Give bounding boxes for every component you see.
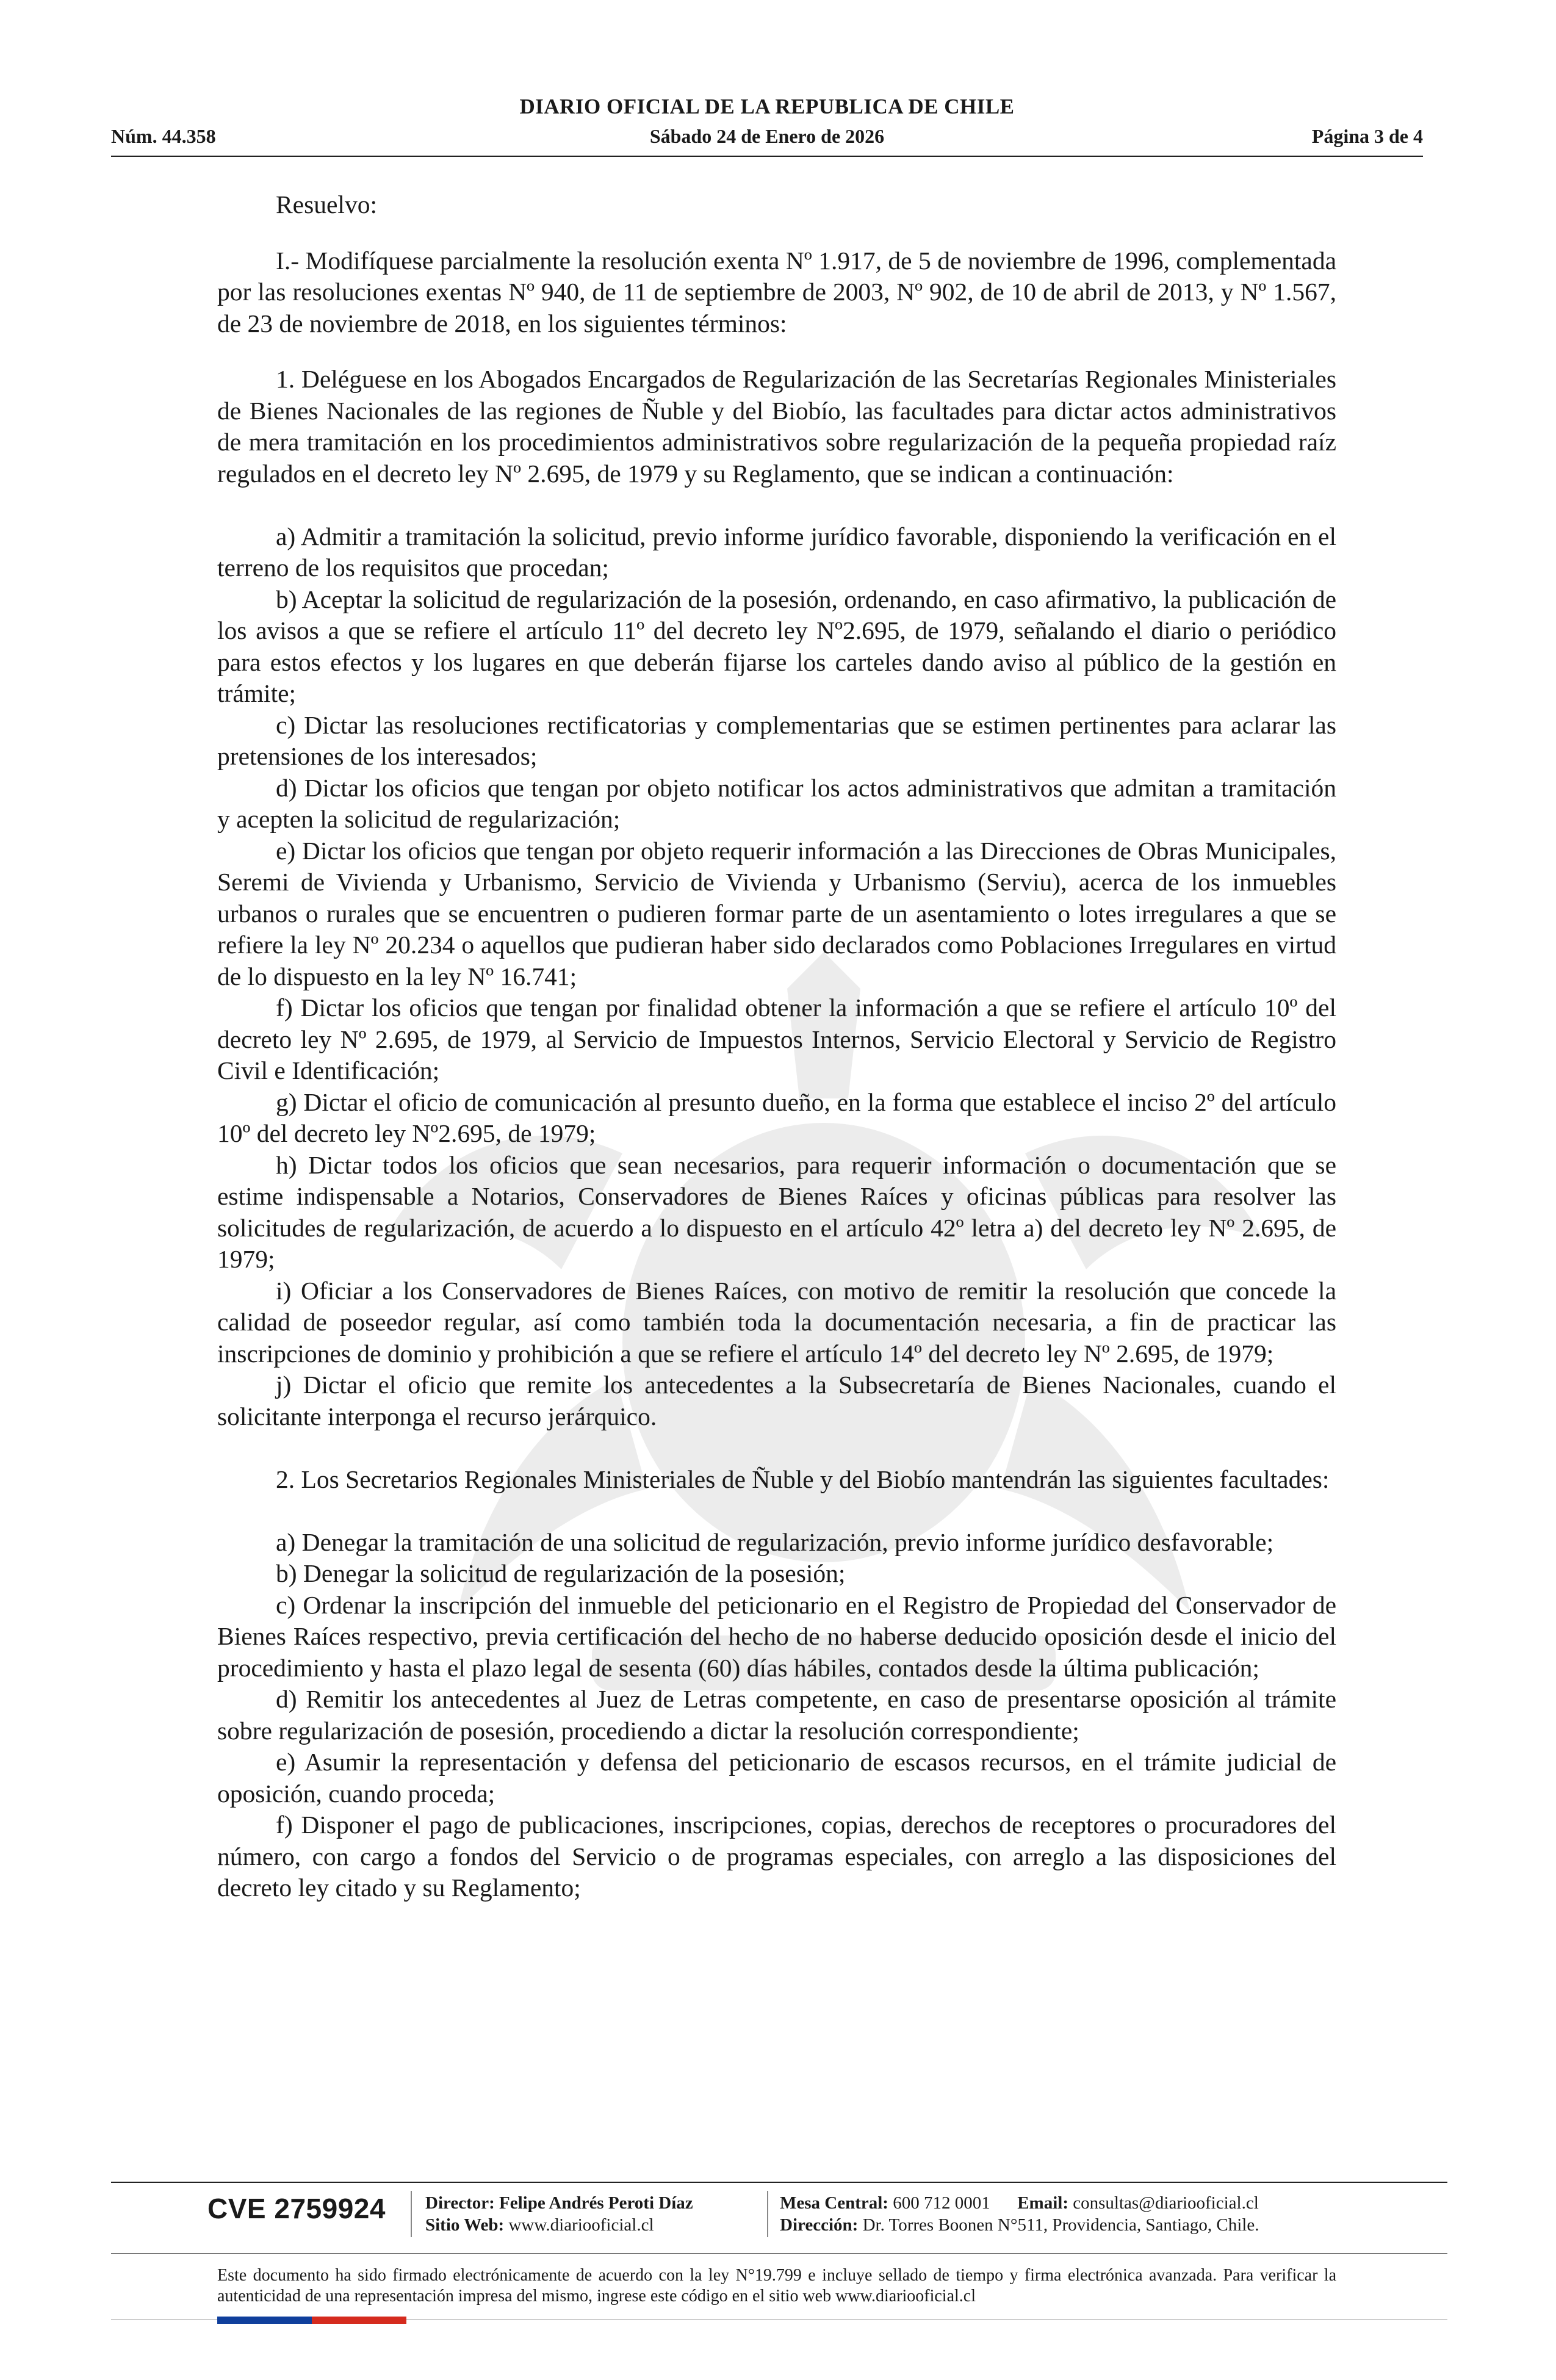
document-body bbox=[217, 189, 1336, 1904]
website-link[interactable]: www.diariooficial.cl bbox=[508, 2215, 654, 2235]
director-name: Felipe Andrés Peroti Díaz bbox=[499, 2193, 693, 2213]
footer-separator bbox=[767, 2191, 768, 2237]
footer-director-block bbox=[425, 2192, 693, 2236]
legal-notice: Este documento ha sido firmado electrónicamente de acuerdo con la ley N°19.799 e incluye sellado de tiempo y firma electrónica avanzada. Para verificar la autenticidad de una representación impresa del mismo, ingrese este código en el sitio web www.diariooficial.cl bbox=[217, 2266, 1336, 2306]
section-2-item-d: d) Remitir los antecedentes al Juez de Letras competente, en caso de presentarse oposición al trámite sobre regularización de posesión, procediendo a dictar la resolución correspondiente; bbox=[217, 1685, 1336, 1745]
website-line bbox=[425, 2214, 693, 2236]
section-2-item-c: c) Ordenar la inscripción del inmueble del peticionario en el Registro de Propiedad del Conservador de Bienes Raíces respectivo, previa certificación del hecho de no haberse deducido oposición desde el inicio del procedimiento y hasta el plazo legal de sesenta (60) días hábiles, contados desde la última publicación; bbox=[217, 1590, 1336, 1682]
newspaper-title: DIARIO OFICIAL DE LA REPUBLICA DE CHILE bbox=[519, 95, 1015, 118]
footer-mid-divider bbox=[111, 2253, 1447, 2254]
section-1-item-c: c) Dictar las resoluciones rectificatorias y complementarias que se estimen pertinentes para aclarar las pretensiones de los interesados; bbox=[217, 710, 1336, 770]
phone-value: 600 712 0001 bbox=[893, 2193, 990, 2213]
footer-contact-block bbox=[780, 2192, 1259, 2236]
email-link[interactable]: consultas@diariooficial.cl bbox=[1073, 2193, 1259, 2213]
spacer bbox=[217, 221, 1336, 245]
section-1-item-i: i) Oficiar a los Conservadores de Bienes Raíces, con motivo de remitir la resolución que concede la calidad de poseedor regular, así como también toda la documentación necesaria, a fin de practicar las inscripciones de dominio y prohibición a que se refiere el artículo 14º del decreto ley Nº 2.695, de 1979; bbox=[217, 1276, 1336, 1368]
section-1-item-j: j) Dictar el oficio que remite los antecedentes a la Subsecretaría de Bienes Nacionales, cuando el solicitante interponga el recurso jerárquico. bbox=[217, 1371, 1336, 1430]
email-label: Email: bbox=[1017, 2193, 1068, 2213]
flag-red-segment bbox=[312, 2317, 406, 2324]
chilean-flag-stripe bbox=[217, 2317, 406, 2324]
director-label: Director: bbox=[425, 2193, 495, 2213]
phone-label: Mesa Central: bbox=[780, 2193, 888, 2213]
footer-top-divider bbox=[111, 2182, 1447, 2183]
spacer bbox=[217, 1432, 1336, 1464]
spacer bbox=[217, 339, 1336, 364]
website-label: Sitio Web: bbox=[425, 2215, 505, 2235]
director-line bbox=[425, 2192, 693, 2214]
address-line bbox=[780, 2214, 1259, 2236]
section-1-item-a: a) Admitir a tramitación la solicitud, previo informe jurídico favorable, disponiendo la verificación en el terreno de los requisitos que procedan; bbox=[217, 522, 1336, 582]
issue-date: Sábado 24 de Enero de 2026 bbox=[649, 125, 885, 147]
header-divider bbox=[111, 156, 1423, 157]
contact-line bbox=[780, 2192, 1259, 2214]
section-2-item-b: b) Denegar la solicitud de regularización de la posesión; bbox=[276, 1559, 846, 1587]
address-value: Dr. Torres Boonen N°511, Providencia, Santiago, Chile. bbox=[862, 2215, 1259, 2235]
section-2-item-a: a) Denegar la tramitación de una solicitud de regularización, previo informe jurídico desfavorable; bbox=[276, 1527, 1274, 1556]
intro-paragraph: I.- Modifíquese parcialmente la resolución exenta Nº 1.917, de 5 de noviembre de 1996, complementada por las resoluciones exentas Nº 940, de 11 de septiembre de 2003, Nº 902, de 10 de abril de 2013, y Nº 1.567, de 23 de noviembre de 2018, en los siguientes términos: bbox=[217, 246, 1336, 337]
page-header bbox=[111, 95, 1423, 162]
section-2-item-e: e) Asumir la representación y defensa del peticionario de escasos recursos, en el trámite judicial de oposición, cuando proceda; bbox=[217, 1748, 1336, 1808]
section-1-item-h: h) Dictar todos los oficios que sean necesarios, para requerir información o documentación que se estime indispensable a Notarios, Conservadores de Bienes Raíces y oficinas públicas para resolver las solicitudes de regularización, de acuerdo a lo dispuesto en el artículo 42º letra a) del decreto ley Nº 2.695, de 1979; bbox=[217, 1150, 1336, 1273]
section-1-item-d: d) Dictar los oficios que tengan por objeto notificar los actos administrativos que admitan a tramitación y acepten la solicitud de regularización; bbox=[217, 773, 1336, 833]
section-1-item-f: f) Dictar los oficios que tengan por finalidad obtener la información a que se refiere el artículo 10º del decreto ley Nº 2.695, de 1979, al Servicio de Impuestos Internos, Servicio Electoral y Servicio de Registro Civil e Identificación; bbox=[217, 993, 1336, 1084]
section-1-paragraph: 1. Deléguese en los Abogados Encargados de Regularización de las Secretarías Regionales Ministeriales de Bienes Nacionales de las regiones de Ñuble y del Biobío, las facultades para dictar actos administrativos de mera tramitación en los procedimientos administrativos sobre regularización de la pequeña propiedad raíz regulados en el decreto ley Nº 2.695, de 1979 y su Reglamento, que se indican a continuación: bbox=[217, 365, 1336, 488]
spacer bbox=[217, 1495, 1336, 1527]
resuelvo-heading: Resuelvo: bbox=[276, 190, 377, 218]
section-2-paragraph: 2. Los Secretarios Regionales Ministeriales de Ñuble y del Biobío mantendrán las siguientes facultades: bbox=[276, 1465, 1330, 1493]
issue-number: Núm. 44.358 bbox=[111, 125, 216, 147]
footer-separator bbox=[411, 2191, 412, 2237]
cve-code: CVE 2759924 bbox=[207, 2193, 386, 2224]
section-1-item-b: b) Aceptar la solicitud de regularización de la posesión, ordenando, en caso afirmativo, la publicación de los avisos a que se refiere el artículo 11º del decreto ley Nº2.695, de 1979, señalando el diario o periódico para estos efectos y los lugares en que deberán fijarse los carteles dando aviso al público de la gestión en trámite; bbox=[217, 585, 1336, 707]
section-2-item-f: f) Disponer el pago de publicaciones, inscripciones, copias, derechos de receptores o procuradores del número, con cargo a fondos del Servicio o de programas especiales, con arreglo a las disposiciones del decreto ley citado y su Reglamento; bbox=[217, 1811, 1336, 1902]
section-1-item-g: g) Dictar el oficio de comunicación al presunto dueño, en la forma que establece el inciso 2º del artículo 10º del decreto ley Nº2.695, de 1979; bbox=[217, 1087, 1336, 1147]
address-label: Dirección: bbox=[780, 2215, 859, 2235]
flag-blue-segment bbox=[217, 2317, 312, 2324]
spacer bbox=[217, 489, 1336, 521]
section-1-item-e: e) Dictar los oficios que tengan por objeto requerir información a las Direcciones de Obras Municipales, Seremi de Vivienda y Urbanismo, Servicio de Vivienda y Urbanismo (Serviu), acerca de los inmuebles urbanos o rurales que se encuentren o pudieren formar parte de un asentamiento o lotes irregulares a que se refiere la ley Nº 20.234 o aquellos que pudieran haber sido declarados como Poblaciones Irregulares en virtud de lo dispuesto en la ley Nº 16.741; bbox=[217, 836, 1336, 990]
page-number: Página 3 de 4 bbox=[1311, 125, 1423, 147]
